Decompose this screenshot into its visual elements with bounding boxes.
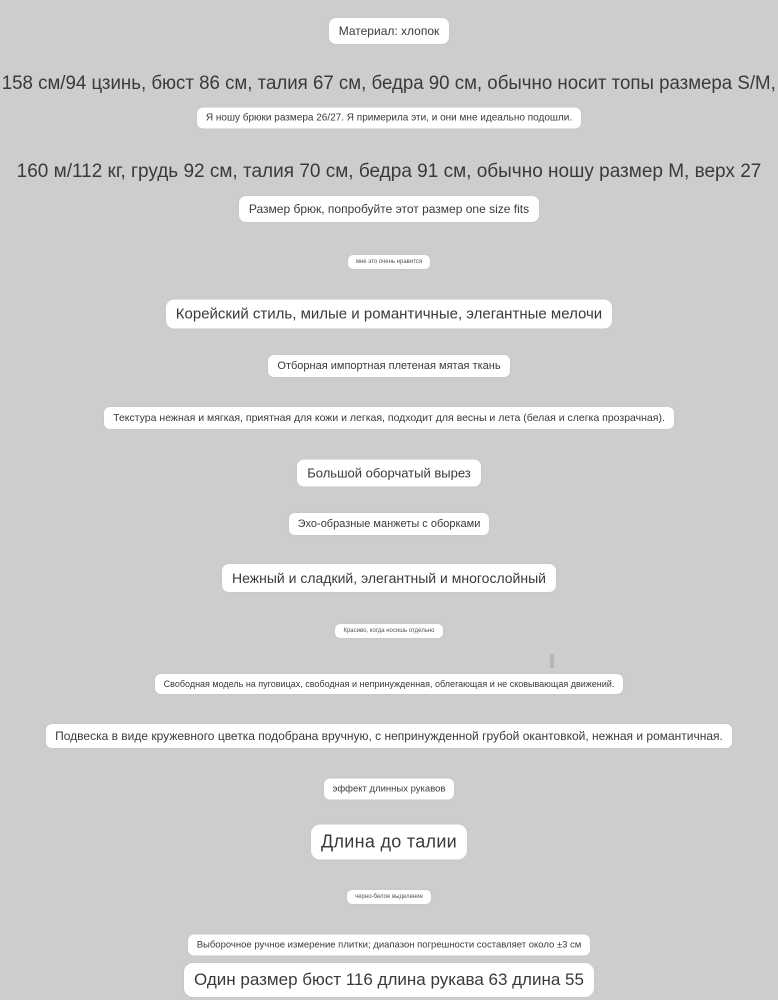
text-label: Материал: хлопок [329,18,450,44]
text-line-loose-fit [0,674,778,694]
text-label: эффект длинных рукавов [324,779,455,800]
text-line-neckline [0,460,778,487]
text-label: черно-белое выделение [347,890,431,904]
text-line-waist-length [0,825,778,860]
text-line-measurement-note [0,935,778,956]
text-label: Текстура нежная и мягкая, приятная для кожи и легкая, подходит для весны и лета (белая и слегка прозрачная). [104,407,674,429]
text-label: 160 м/112 кг, грудь 92 см, талия 70 см, бедра 91 см, обычно ношу размер М, верх 27 [16,161,762,182]
text-line-pants-size [0,196,778,222]
text-label: Корейский стиль, милые и романтичные, элегантные мелочи [166,300,612,329]
text-label: Один размер бюст 116 длина рукава 63 длина 55 [184,963,594,997]
text-label: мне это очень нравится [348,255,430,269]
text-line-fabric [0,355,778,377]
text-line-layered [0,564,778,592]
text-line-korean-style [0,300,778,329]
text-line-long-sleeves [0,779,778,800]
text-label: Нежный и сладкий, элегантный и многослойный [222,564,556,592]
scan-speck [550,654,554,668]
text-line-like-it [0,255,778,269]
text-label: Я ношу брюки размера 26/27. Я примерила эти, и они мне идеально подошли. [197,108,581,129]
text-line-cuffs [0,513,778,535]
text-label: Свободная модель на пуговицах, свободная и непринужденная, облегающая и не сковывающая движений. [155,674,624,694]
text-label: Красиво, когда носишь отдельно [335,624,442,638]
text-line-model-b-measurements [0,161,778,183]
text-line-model-a-measurements [0,73,778,95]
text-line-material [0,18,778,44]
text-label: 158 см/94 цзинь, бюст 86 см, талия 67 см, бедра 90 см, обычно носит топы размера S/M, [2,73,777,94]
text-label: Отборная импортная плетеная мятая ткань [268,355,509,377]
text-label: Длина до талии [311,825,467,860]
text-line-size-spec [0,963,778,997]
text-label: Эхо-образные манжеты с оборками [289,513,490,535]
text-label: Большой оборчатый вырез [297,460,481,487]
text-line-model-a-pants [0,108,778,129]
text-label: Выборочное ручное измерение плитки; диапазон погрешности составляет около ±3 см [188,935,591,956]
text-label: Подвеска в виде кружевного цветка подобрана вручную, с непринужденной грубой окантовкой, нежная и романтичная. [46,724,732,748]
text-line-bw-highlight [0,890,778,904]
text-line-texture [0,407,778,429]
text-line-lace-pendant [0,724,778,748]
text-label: Размер брюк, попробуйте этот размер one size fits [239,196,539,222]
text-line-worn-alone [0,624,778,638]
